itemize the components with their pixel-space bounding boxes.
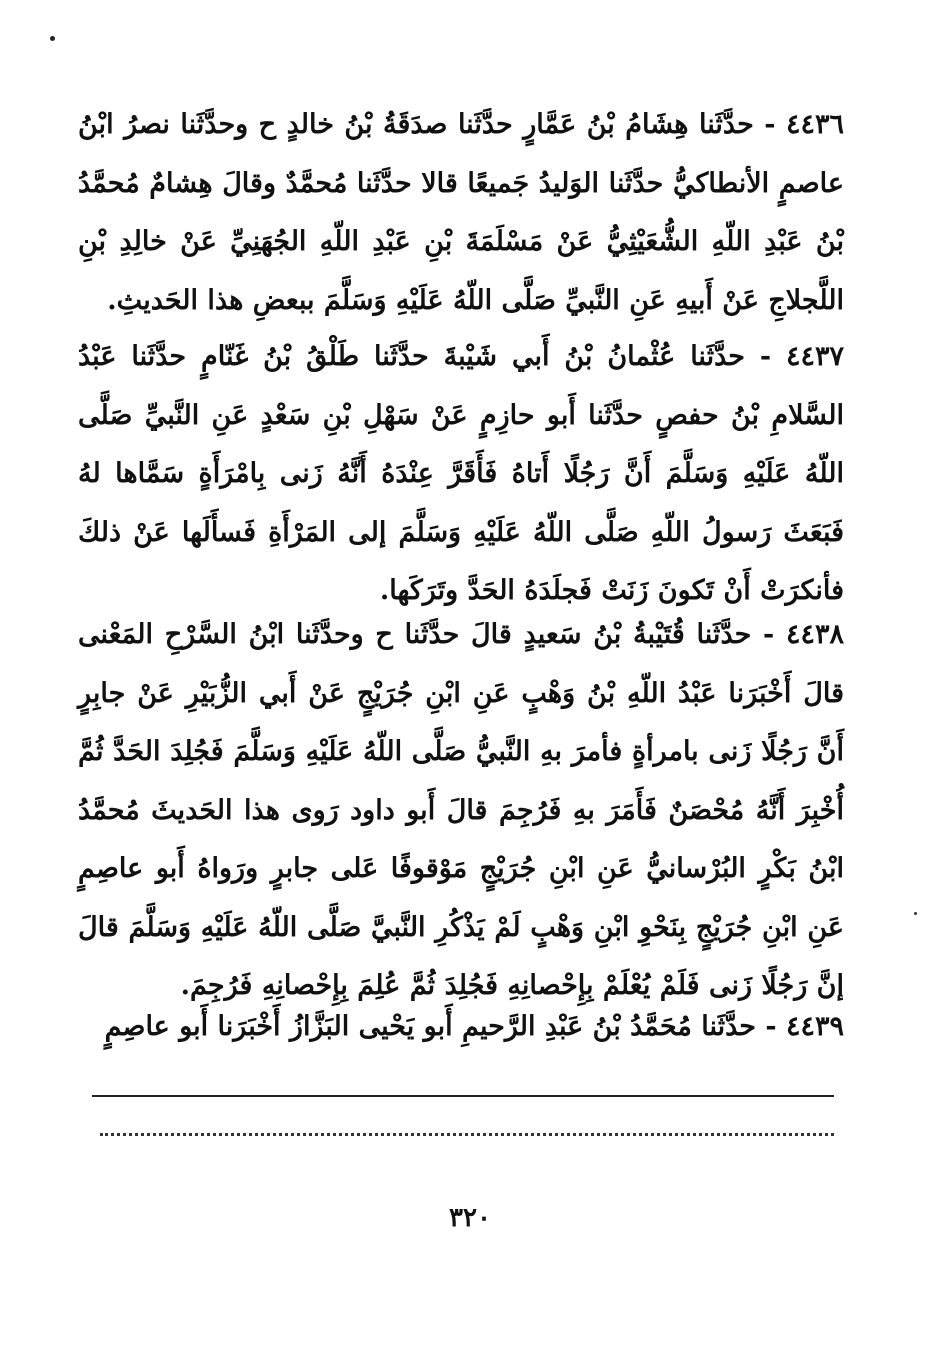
- footnote-separator: [92, 1095, 834, 1097]
- hadith-paragraph-4438: [78, 606, 844, 1016]
- page-number: ٣٢٠: [449, 1203, 491, 1233]
- hadith-text: - حدَّثَنا مُحَمَّدُ بْنُ عَبْدِ الرَّحيمِ أَبو يَحْيى البَزَّازُ أَخْبَرَنا أَبو عاصِمٍ: [104, 1011, 777, 1042]
- hadith-number: ٤٤٣٩: [785, 1011, 844, 1042]
- hadith-paragraph-4437: [78, 328, 844, 621]
- hadith-number: ٤٤٣٧: [785, 341, 844, 372]
- hadith-paragraph-4436: [78, 96, 844, 330]
- hadith-text: - حدَّثَنا عُثْمانُ بْنُ أَبي شَيْبةَ حدَّثَنا طَلْقُ بْنُ غَنّامٍ حدَّثَنا عَبْدُ السَّلامِ بْنُ حفصٍ حدَّثَنا أَبو حازِمٍ عَنْ سَهْلِ بْنِ سَعْدٍ عَنِ النَّبيِّ صَلَّى اللّهُ عَلَيْهِ وَسَلَّمَ أَنَّ رَجُلًا أَتاهُ فَأَقَرَّ عِنْدَهُ أَنَّهُ زَنى بِامْرَأَةٍ سَمَّاها لهُ فَبَعَثَ رَسولُ اللّهِ صَلَّى اللّهُ عَلَيْهِ وَسَلَّمَ إلى المَرْأَةِ فَسأَلَها عَنْ ذلكَ فأنكرَتْ أَنْ تَكونَ زَنَتْ فَجلَدَهُ الحَدَّ وتَرَكَها.: [78, 341, 844, 606]
- scan-speck-right: [914, 912, 917, 915]
- scan-speck: [50, 36, 55, 41]
- hadith-paragraph-4439: [78, 998, 844, 1057]
- hadith-number: ٤٤٣٦: [785, 109, 844, 140]
- hadith-number: ٤٤٣٨: [785, 619, 844, 650]
- hadith-text: - حدَّثَنا هِشَامُ بْنُ عَمَّارٍ حدَّثَنا صدَقَةُ بْنُ خالدٍ ح وحدَّثَنا نصرُ ابْنُ عاصمٍ الأنطاكيُّ حدَّثَنا الوَليدُ جَميعًا قالا حدَّثَنا مُحمَّدٌ وقالَ هِشامٌ مُحمَّدُ بْنُ عَبْدِ اللّهِ الشُّعَيْثِيُّ عَنْ مَسْلَمَةَ بْنِ عَبْدِ اللّهِ الجُهَنِيِّ عَنْ خالِدِ بْنِ اللَّجلاجِ عَنْ أَبيهِ عَنِ النَّبيِّ صَلَّى اللّهُ عَلَيْهِ وَسَلَّمَ ببعضِ هذا الحَديثِ.: [78, 109, 844, 316]
- dotted-footnote-line: [100, 1133, 834, 1136]
- hadith-text: - حدَّثَنا قُتَيْبةُ بْنُ سَعيدٍ قالَ حدَّثَنا ح وحدَّثَنا ابْنُ السَّرْحِ المَعْنى قالَ أَخْبَرَنا عَبْدُ اللّهِ بْنُ وَهْبٍ عَنِ ابْنِ جُرَيْجٍ عَنْ أَبي الزُّبَيْرِ عَنْ جابِرٍ أَنَّ رَجُلًا زَنى بامرأةٍ فأمرَ بهِ النَّبيُّ صَلَّى اللّهُ عَلَيْهِ وَسَلَّمَ فَجُلِدَ الحَدَّ ثُمَّ أُخْبِرَ أَنَّهُ مُحْصَنٌ فَأَمَرَ بهِ فَرُجِمَ قالَ أَبو داود رَوى هذا الحَديثَ مُحمَّدُ ابْنُ بَكْرٍ البُرْسانيُّ عَنِ ابْنِ جُرَيْجٍ مَوْقوفًا عَلى جابرٍ ورَواهُ أَبو عاصِمٍ عَنِ ابْنِ جُرَيْجٍ بِنَحْوِ ابْنِ وَهْبٍ لَمْ يَذْكُرِ النَّبيَّ صَلَّى اللّهُ عَلَيْهِ وَسَلَّمَ قالَ إنَّ رَجُلًا زَنى فَلَمْ يُعْلَمْ بِإِحْصانِهِ فَجُلِدَ ثُمَّ عُلِمَ بِإِحْصانِهِ فَرُجِمَ.: [78, 619, 844, 1001]
